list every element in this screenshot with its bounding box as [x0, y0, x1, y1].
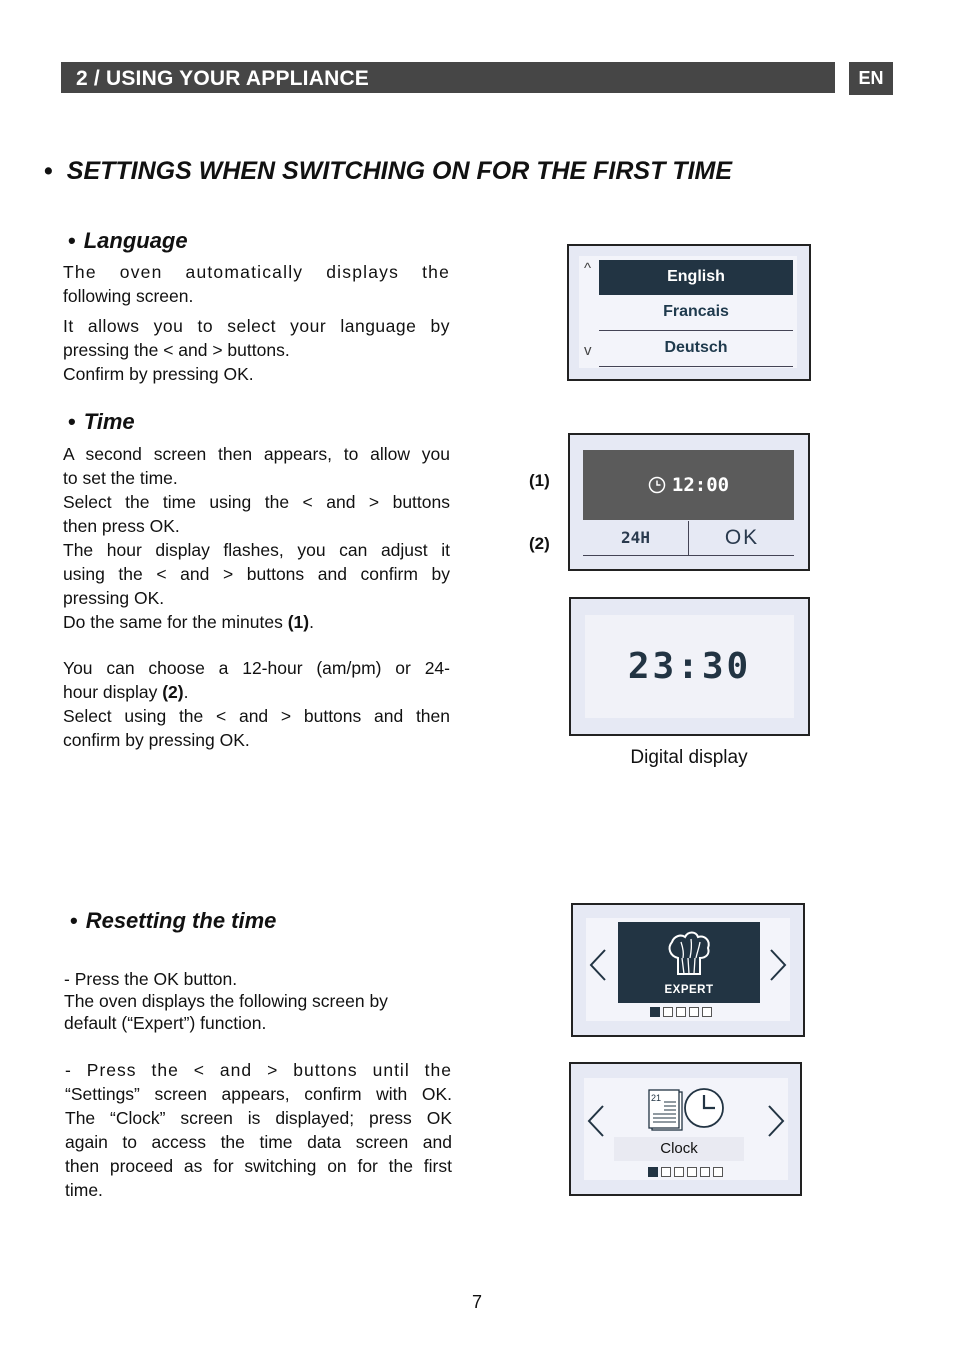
page-dot: [661, 1167, 671, 1177]
time-text: [63, 442, 450, 752]
chevron-right-icon[interactable]: [768, 948, 788, 982]
clock-icon: [682, 1086, 726, 1130]
language-badge: EN: [849, 62, 893, 95]
language-option-deutsch[interactable]: Deutsch: [599, 331, 793, 367]
text-line: to set the time.: [63, 468, 178, 488]
time-value-panel[interactable]: [583, 450, 794, 520]
resetting-heading: [70, 908, 276, 934]
hour-format-button[interactable]: 24H: [621, 528, 650, 547]
clock-icon: [648, 476, 666, 494]
text-line: Confirm by pressing OK.: [63, 364, 254, 384]
resetting-text-1: [64, 968, 454, 1034]
chevron-right-icon[interactable]: [766, 1104, 786, 1138]
expert-tile[interactable]: [618, 922, 760, 1003]
main-title: [44, 157, 732, 186]
page-dot: [702, 1007, 712, 1017]
time-screen: [568, 433, 810, 571]
main-title-text: SETTINGS WHEN SWITCHING ON FOR THE FIRST TIME: [66, 157, 733, 185]
text-line: pressing OK.: [63, 588, 165, 608]
text-line: then press OK.: [63, 516, 180, 536]
scroll-down-icon: v: [584, 342, 592, 359]
ok-button[interactable]: OK: [688, 521, 795, 555]
text-line: [63, 680, 450, 704]
callout-1: (1): [529, 471, 550, 490]
section-title: 2 / USING YOUR APPLIANCE: [76, 67, 370, 90]
page-dot: [650, 1007, 660, 1017]
page-dot: [700, 1167, 710, 1177]
text-line: again to access the time data screen and: [65, 1132, 452, 1152]
expert-screen-inner: [586, 918, 790, 1021]
language-text: [63, 260, 450, 386]
ref-1: (1): [287, 612, 310, 632]
bullet: •: [68, 228, 76, 253]
text-line: “Settings” screen appears, confirm with OK.: [65, 1084, 452, 1104]
page-dot: [687, 1167, 697, 1177]
time-options-row: [583, 521, 794, 556]
page-dot: [674, 1167, 684, 1177]
text-line: [63, 610, 450, 634]
chef-hat-icon: [664, 928, 714, 978]
digital-display-time: 23:30: [585, 615, 794, 718]
page-dot: [648, 1167, 658, 1177]
text-line: default (“Expert”) function.: [64, 1013, 267, 1033]
page-dot: [713, 1167, 723, 1177]
text-line: - Press the OK button.: [64, 969, 238, 989]
scroll-up-icon: ^: [584, 260, 592, 277]
text-line: You can choose a 12-hour (am/pm) or 24-: [63, 658, 450, 678]
text-line: It allows you to select your language by: [63, 316, 450, 336]
text-line: The oven automatically displays the: [63, 262, 450, 282]
clock-screen: [569, 1062, 802, 1196]
chevron-left-icon[interactable]: [586, 1104, 606, 1138]
time-value: 12:00: [671, 474, 730, 496]
text-line: - Press the < and > buttons until the: [65, 1060, 452, 1080]
text-line: confirm by pressing OK.: [63, 730, 250, 750]
text-line: The “Clock” screen is displayed; press OK: [65, 1108, 452, 1128]
page-indicator: [648, 1167, 723, 1177]
text-line: The hour display flashes, you can adjust it: [63, 540, 450, 560]
bullet: •: [44, 157, 53, 185]
digital-display-caption: Digital display: [630, 747, 748, 768]
digital-display-screen: [569, 597, 810, 736]
text-span: .: [183, 682, 189, 702]
text-line: The oven displays the following screen by: [64, 991, 388, 1011]
language-option-francais[interactable]: Francais: [599, 295, 793, 331]
language-screen: [567, 244, 811, 381]
clock-label[interactable]: Clock: [614, 1137, 744, 1161]
expert-label: EXPERT: [664, 984, 714, 996]
time-heading: [68, 409, 135, 435]
page-number: 7: [471, 1292, 482, 1312]
text-span: hour display: [63, 682, 163, 702]
text-line: A second screen then appears, to allow you: [63, 444, 450, 464]
chevron-left-icon[interactable]: [588, 948, 608, 982]
page-dot: [689, 1007, 699, 1017]
time-value-row: [583, 450, 794, 520]
page-dot: [676, 1007, 686, 1017]
resetting-heading-text: Resetting the time: [85, 908, 277, 933]
text-line: Select the time using the < and > buttons: [63, 492, 450, 512]
page-indicator: [650, 1007, 712, 1017]
bullet: •: [70, 908, 78, 933]
expert-screen: [571, 903, 805, 1037]
callout-2: (2): [529, 534, 550, 553]
text-line: then proceed as for switching on for the first: [65, 1156, 452, 1176]
calendar-day: 21: [651, 1093, 662, 1103]
bullet: •: [68, 409, 76, 434]
clock-screen-inner: [584, 1078, 788, 1180]
time-heading-text: Time: [83, 409, 135, 434]
language-heading-text: Language: [83, 228, 188, 253]
language-screen-inner: [579, 256, 797, 368]
resetting-text-2: [65, 1058, 452, 1202]
text-line: Select using the < and > buttons and then: [63, 706, 450, 726]
text-span: .: [309, 612, 314, 632]
text-line: using the < and > buttons and confirm by: [63, 564, 450, 584]
text-line: time.: [65, 1180, 103, 1200]
text-span: Do the same for the minutes: [63, 612, 288, 632]
page-dot: [663, 1007, 673, 1017]
language-option-english[interactable]: English: [599, 260, 793, 295]
text-line: pressing the < and > buttons.: [63, 340, 290, 360]
ref-2: (2): [162, 682, 184, 702]
text-line: following screen.: [63, 286, 194, 306]
language-heading: [68, 228, 188, 254]
